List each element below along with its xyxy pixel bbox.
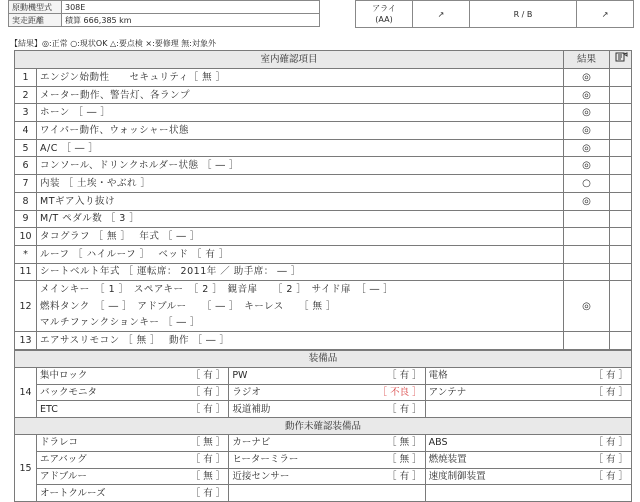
equipment-name xyxy=(425,401,547,418)
grade-label: アライ (AA) xyxy=(356,1,413,28)
item-result xyxy=(564,210,610,228)
check-row xyxy=(15,122,632,140)
item-result xyxy=(564,228,610,246)
item-number: 9 xyxy=(15,210,37,228)
equipment-value xyxy=(351,485,425,502)
item-note xyxy=(610,245,632,263)
check-row xyxy=(15,245,632,263)
equipment-table xyxy=(14,350,632,502)
item-note xyxy=(610,157,632,175)
item-number: 6 xyxy=(15,157,37,175)
item-number: * xyxy=(15,245,37,263)
equipment-name: 電格 xyxy=(425,367,547,384)
equipment-name xyxy=(229,485,351,502)
equipment-value: ［ 無 ］ xyxy=(155,468,229,485)
item-text: マルチファンクションキー ［ ― ］ xyxy=(37,315,564,332)
item-text: コンソール、ドリンクホルダー状態 ［ ― ］ xyxy=(37,157,564,175)
item-number: 5 xyxy=(15,139,37,157)
equipment-value: ［ 有 ］ xyxy=(351,367,425,384)
equipment-value: ［ 有 ］ xyxy=(155,451,229,468)
item-text: タコグラフ ［ 無 ］ 年式 ［ ― ］ xyxy=(37,228,564,246)
equipment-name: アンテナ xyxy=(425,384,547,401)
item-text: 燃料タンク ［ ― ］ アドブルー ［ ― ］ キーレス ［ 無 ］ xyxy=(37,298,564,315)
check-row xyxy=(15,281,632,298)
item-note xyxy=(610,86,632,104)
equipment-value: ［ 有 ］ xyxy=(155,384,229,401)
grade-value-3: ↗ xyxy=(577,1,634,28)
equipment-row xyxy=(15,367,632,384)
equipment-value: ［ 有 ］ xyxy=(155,367,229,384)
equipment-name: アドブルー xyxy=(37,468,155,485)
item-number: 4 xyxy=(15,122,37,140)
check-row xyxy=(15,175,632,193)
grade-table xyxy=(355,0,634,28)
result-legend: 【結果】◎:正常 ○:現状OK △:要点検 ×:要修理 無:対象外 xyxy=(10,39,217,48)
item-text: メインキー ［ 1 ］ スペアキー ［ 2 ］ 観音扉 ［ 2 ］ サイド扉 ［ ― ］ xyxy=(37,281,564,298)
equipment-name: 集中ロック xyxy=(37,367,155,384)
equipment-value: ［ 有 ］ xyxy=(547,451,631,468)
equipment-name: ABS xyxy=(425,434,547,451)
equipment-value xyxy=(547,401,631,418)
interior-check-table xyxy=(14,50,632,350)
item-result xyxy=(564,245,610,263)
item-note xyxy=(610,139,632,157)
equipment-value: ［ 有 ］ xyxy=(547,434,631,451)
equipment-row xyxy=(15,485,632,502)
item-note xyxy=(610,175,632,193)
equipment-row xyxy=(15,451,632,468)
mileage-value: 積算 666,385 km xyxy=(62,14,320,27)
item-result xyxy=(564,332,610,350)
item-text: シートベルト年式 ［ 運転席： 2011年 ／ 助手席： ― ］ xyxy=(37,263,564,281)
equipment-name: ETC xyxy=(37,401,155,418)
result-header: 結果 xyxy=(564,51,610,69)
check-row xyxy=(15,210,632,228)
item-note xyxy=(610,122,632,140)
item-text: MTギア入り抜け xyxy=(37,192,564,210)
equipment-name: エアバッグ xyxy=(37,451,155,468)
item-result: ◎ xyxy=(564,139,610,157)
check-row xyxy=(15,298,632,315)
equipment-name: ドラレコ xyxy=(37,434,155,451)
check-sheet xyxy=(14,50,632,502)
engine-model-value: 308E xyxy=(62,1,320,14)
item-number: 8 xyxy=(15,192,37,210)
check-row xyxy=(15,315,632,332)
unverified-title: 動作未確認装備品 xyxy=(15,418,632,435)
equipment-name: オートクルーズ xyxy=(37,485,155,502)
check-row xyxy=(15,332,632,350)
item-note xyxy=(610,210,632,228)
vehicle-info-table xyxy=(8,0,320,27)
item-number: 10 xyxy=(15,228,37,246)
equipment-name: 近接センサー xyxy=(229,468,351,485)
equipment-value: ［ 有 ］ xyxy=(547,384,631,401)
section-number: 14 xyxy=(15,367,37,417)
equipment-title: 装備品 xyxy=(15,351,632,368)
item-number: 3 xyxy=(15,104,37,122)
item-text: 内装 ［ 土埃・やぶれ ］ xyxy=(37,175,564,193)
item-note xyxy=(610,281,632,332)
item-note xyxy=(610,332,632,350)
check-row xyxy=(15,192,632,210)
item-number: 13 xyxy=(15,332,37,350)
engine-model-label: 原動機型式 xyxy=(9,1,62,14)
item-result: ◎ xyxy=(564,192,610,210)
check-row xyxy=(15,263,632,281)
item-result: ◎ xyxy=(564,122,610,140)
item-result: ○ xyxy=(564,175,610,193)
equipment-value: ［ 有 ］ xyxy=(547,367,631,384)
equipment-row xyxy=(15,434,632,451)
item-text: ワイパー動作、ウォッシャー状態 xyxy=(37,122,564,140)
item-text: ホーン ［ ― ］ xyxy=(37,104,564,122)
check-row xyxy=(15,86,632,104)
equipment-name: PW xyxy=(229,367,351,384)
item-text: エアサスリモコン ［ 無 ］ 動作 ［ ― ］ xyxy=(37,332,564,350)
mileage-label: 実走距離 xyxy=(9,14,62,27)
equipment-name xyxy=(425,485,547,502)
equipment-value xyxy=(547,485,631,502)
item-text: M/T ペダル数 ［ 3 ］ xyxy=(37,210,564,228)
equipment-value: ［ 有 ］ xyxy=(547,468,631,485)
equipment-name: バックモニタ xyxy=(37,384,155,401)
section-number: 15 xyxy=(15,434,37,501)
item-text: ルーフ ［ ハイルーフ ］ ベッド ［ 有 ］ xyxy=(37,245,564,263)
interior-title: 室内確認項目 xyxy=(15,51,564,69)
equipment-value: ［ 無 ］ xyxy=(351,434,425,451)
item-result: ◎ xyxy=(564,69,610,87)
grade-value-1: ↗ xyxy=(413,1,470,28)
equipment-value: ［ 有 ］ xyxy=(155,401,229,418)
item-text: A/C ［ ― ］ xyxy=(37,139,564,157)
equipment-row xyxy=(15,401,632,418)
equipment-row xyxy=(15,384,632,401)
item-note xyxy=(610,69,632,87)
equipment-value: ［ 無 ］ xyxy=(351,451,425,468)
item-result: ◎ xyxy=(564,281,610,332)
item-note xyxy=(610,192,632,210)
check-row xyxy=(15,157,632,175)
equipment-value: ［ 無 ］ xyxy=(155,434,229,451)
item-result: ◎ xyxy=(564,86,610,104)
item-result: ◎ xyxy=(564,157,610,175)
item-note xyxy=(610,228,632,246)
item-number: 11 xyxy=(15,263,37,281)
equipment-name: 速度制御装置 xyxy=(425,468,547,485)
grade-value-2: R / B xyxy=(469,1,576,28)
check-row xyxy=(15,69,632,87)
equipment-name: ヒーターミラー xyxy=(229,451,351,468)
equipment-name: カーナビ xyxy=(229,434,351,451)
item-number: 2 xyxy=(15,86,37,104)
item-number: 7 xyxy=(15,175,37,193)
check-row xyxy=(15,228,632,246)
item-text: エンジン始動性 セキュリティ［ 無 ］ xyxy=(37,69,564,87)
item-result xyxy=(564,263,610,281)
equipment-name: 燃焼装置 xyxy=(425,451,547,468)
equipment-value: ［ 有 ］ xyxy=(155,485,229,502)
equipment-value: ［ 有 ］ xyxy=(351,401,425,418)
equipment-value: ［ 有 ］ xyxy=(351,468,425,485)
item-note xyxy=(610,104,632,122)
equipment-row xyxy=(15,468,632,485)
item-note xyxy=(610,263,632,281)
check-row xyxy=(15,104,632,122)
equipment-value-defect: ［ 不良 ］ xyxy=(351,384,425,401)
item-number: 12 xyxy=(15,281,37,332)
item-result: ◎ xyxy=(564,104,610,122)
check-row xyxy=(15,139,632,157)
item-number: 1 xyxy=(15,69,37,87)
note-icon xyxy=(610,51,632,69)
equipment-name: ラジオ xyxy=(229,384,351,401)
equipment-name: 坂道補助 xyxy=(229,401,351,418)
item-text: メーター動作、警告灯、各ランプ xyxy=(37,86,564,104)
